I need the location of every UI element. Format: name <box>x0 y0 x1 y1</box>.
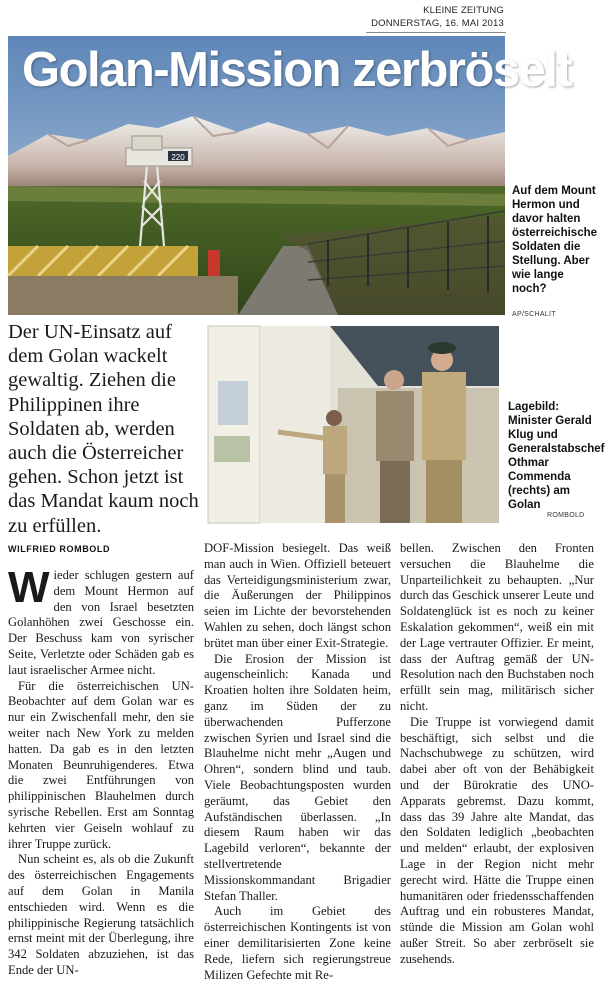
paragraph: Die Truppe ist vorwiegend damit beschäftigt, sich selbst und die Nachschubwege zu schützen, wird dabei aber oft von der Behäbigkeit und der Bürokratie des UNO-Apparats gebremst. Dazu kommt, dass das 39 Jahre alte Mandat, das den Soldaten lediglich „beobachten und melden“ erlaubt, der explosiven Lage in der Region nicht mehr gerecht wird. Hätte die Truppe einen humanitären oder friedensschaffenden Auftrag und ein robusteres Mandat, stünde die Mission am Golan wohl außer Streit. So aber zerbröselt sie zusehends. <box>400 714 594 966</box>
paragraph: Die Erosion der Mission ist augenscheinlich: Kanada und Kroatien holten ihre Soldaten heim, ganz im Süden der zu überwachenden Pufferzone zwischen Syrien und Israel sind die Blauhelme nicht mehr „Augen und Ohren“, sondern blind und taub. Viele Beobachtungsposten wurden geräumt, das Gebiet den Aufständischen überlassen. „In diesem Raum haben wir das Lagebild verloren“, bekannte der stellvertretende Missionskommandant Brigadier Stefan Thaller. <box>204 651 391 903</box>
byline: WILFRIED ROMBOLD <box>8 544 111 554</box>
publication-name: KLEINE ZEITUNG <box>423 5 504 16</box>
article-column-1 <box>8 563 194 979</box>
officials-briefing-illustration <box>208 326 499 523</box>
headline: Golan-Mission zerbröselt <box>22 43 572 97</box>
paragraph: Nun scheint es, als ob die Zukunft des österreichischen Engagements auf dem Golan in Manila entschieden wird. Wenn es die philippinische Regierung tatsächlich ernst meint mit der Überlegung, ihre 342 Soldaten abzuziehen, ist das Ende der UN- <box>8 852 194 977</box>
issue-date: DONNERSTAG, 16. MAI 2013 <box>371 18 504 29</box>
second-photo-caption: Lagebild: Minister Gerald Klug und Generalstabschef Othmar Commenda (rechts) am Golan <box>508 401 605 511</box>
hero-photo-credit: AP/SCHALIT <box>512 311 556 318</box>
lead-paragraph: Der UN-Einsatz auf dem Golan wackelt gewaltig. Ziehen die Philippinen ihre Soldaten ab, werden auch die Österreicher gehen. Schon jetzt ist das Mandat kaum noch zu erfüllen. <box>8 321 199 537</box>
paragraph: bellen. Zwischen den Fronten versuchen die Blauhelme die Unparteilichkeit zu behaupten. „Nur durch das Geschick unserer Leute und Soldatenglück ist es noch zu keiner Eskalation gekommen“, weiß ein mit der Lage vertrauter Offizier. Er meint, dass der Auftrag gemäß der UN-Resolution nach den Buchstaben noch erfüllt sein mag, militärisch sicher nicht. <box>400 541 594 713</box>
hero-caption: Auf dem Mount Hermon und davor halten österreichische Soldaten die Stellung. Aber wie lange noch? <box>512 185 598 295</box>
second-photo <box>208 326 499 523</box>
paragraph: DOF-Mission besiegelt. Das weiß man auch in Wien. Offiziell beteuert das Verteidigungsministerium zwar, die Äußerungen der Philippinos seien im Lichte der bevorstehenden Wahlen zu sehen, doch längst schon brütet man über einer Exit-Strategie. <box>204 541 391 650</box>
drop-cap: W <box>8 563 50 612</box>
tower-number: 220 <box>171 153 185 162</box>
masthead <box>364 4 504 30</box>
paragraph: Auch im Gebiet des österreichischen Kontingents ist von einer demilitarisierten Zone keine Rede, liefern sich regierungstreue Milizen Gefechte mit Re- <box>204 904 391 982</box>
masthead-divider <box>366 32 506 33</box>
paragraph: Für die österreichischen UN-Beobachter auf dem Golan war es nur ein Zwischenfall mehr, den sie weiter nach New York zu melden hatten. Da gab es in den letzten Monaten Beunruhigenderes. Etwa die zwei Entführungen von philippinischen Blauhelmen durch syrische Rebellen. Erst am Sonntag kehrten vier Geiseln wohlauf zu ihrer Truppe zurück. <box>8 678 194 851</box>
second-photo-credit: ROMBOLD <box>547 512 585 519</box>
paragraph: Wieder schlugen gestern auf dem Mount Hermon auf den von Israel besetzten Golanhöhen zwei Geschosse ein. Der Beschuss kam von syrischer Seite, Verletzte oder Schäden gab es laut israelischer Armee nicht. <box>8 563 194 677</box>
article-column-2 <box>204 541 391 983</box>
article-column-3 <box>400 541 594 968</box>
